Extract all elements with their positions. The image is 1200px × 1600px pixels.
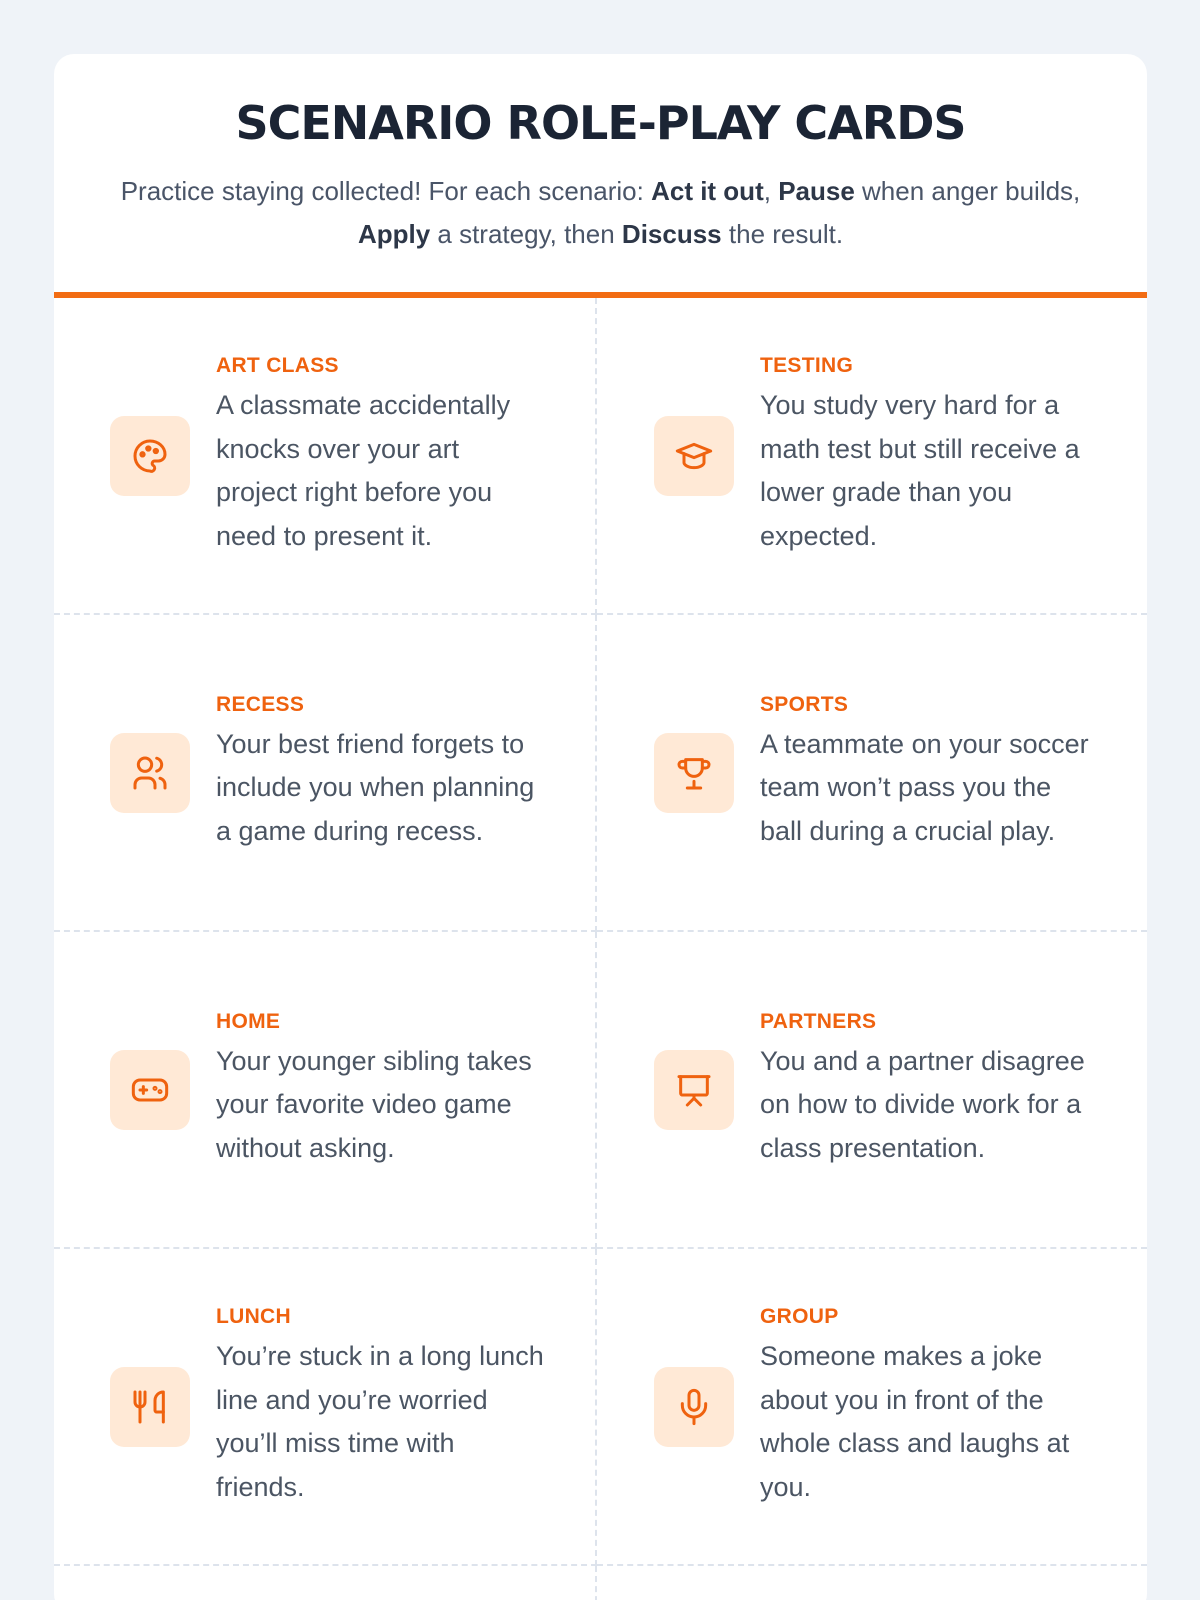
scenario-card bbox=[54, 298, 597, 615]
scenario-text: Someone makes a joke about you in front of the whole class and laughs at you. bbox=[760, 1341, 1070, 1502]
scenario-card bbox=[597, 932, 1147, 1249]
scenario-card bbox=[597, 615, 1147, 932]
instructions-text: a strategy, then bbox=[430, 219, 622, 249]
scenario-tag: RECESS bbox=[216, 692, 305, 716]
scenario-text: You’re stuck in a long lunch line and you’re worried you’ll miss time with friends. bbox=[216, 1341, 544, 1502]
scenario-card bbox=[54, 615, 597, 932]
presentation-icon bbox=[654, 1050, 734, 1130]
scenario-card bbox=[597, 1249, 1147, 1566]
instructions-text: the result. bbox=[721, 219, 844, 249]
trophy-icon bbox=[654, 733, 734, 813]
scenario-text: A teammate on your soccer team won’t pass you the ball during a crucial play. bbox=[760, 728, 1089, 846]
step-discuss: Discuss bbox=[621, 219, 722, 249]
scenario-text: A classmate accidentally knocks over your art project right before you need to present it. bbox=[216, 390, 511, 551]
worksheet bbox=[54, 54, 1147, 1600]
scenario-tag: GROUP bbox=[760, 1305, 839, 1328]
scenario-card bbox=[54, 1249, 597, 1566]
graduation-cap-icon bbox=[654, 416, 734, 496]
scenario-text: You and a partner disagree on how to divide work for a class presentation. bbox=[760, 1045, 1085, 1163]
instructions-text: Practice staying collected! For each scenario: bbox=[120, 176, 652, 206]
instructions-text: when anger builds, bbox=[854, 176, 1081, 206]
step-apply: Apply bbox=[357, 219, 431, 249]
scenario-tag: TESTING bbox=[760, 354, 854, 377]
step-act: Act it out bbox=[651, 176, 764, 206]
scenario-text: Your younger sibling takes your favorite video game without asking. bbox=[216, 1045, 532, 1163]
scenario-text: Your best friend forgets to include you when planning a game during recess. bbox=[216, 728, 535, 846]
scenario-card-partial bbox=[597, 1566, 1147, 1600]
page-title: SCENARIO ROLE-PLAY CARDS bbox=[235, 96, 966, 150]
gamepad-icon bbox=[110, 1050, 190, 1130]
scenario-tag: ART CLASS bbox=[216, 354, 339, 377]
utensils-icon bbox=[110, 1367, 190, 1447]
instructions-separator: , bbox=[763, 176, 779, 206]
header bbox=[54, 54, 1147, 298]
palette-icon bbox=[110, 416, 190, 496]
microphone-icon bbox=[654, 1367, 734, 1447]
scenario-text: You study very hard for a math test but still receive a lower grade than you expected. bbox=[760, 390, 1080, 551]
scenario-tag: SPORTS bbox=[760, 692, 849, 716]
scenario-card bbox=[54, 932, 597, 1249]
scenario-tag: LUNCH bbox=[216, 1305, 291, 1328]
instructions bbox=[121, 170, 1081, 256]
step-pause: Pause bbox=[778, 176, 855, 206]
users-icon bbox=[110, 733, 190, 813]
scenario-tag: HOME bbox=[216, 1009, 281, 1033]
scenario-card-partial bbox=[54, 1566, 597, 1600]
scenario-grid bbox=[54, 298, 1147, 1600]
scenario-tag: PARTNERS bbox=[760, 1009, 877, 1033]
scenario-card bbox=[597, 298, 1147, 615]
